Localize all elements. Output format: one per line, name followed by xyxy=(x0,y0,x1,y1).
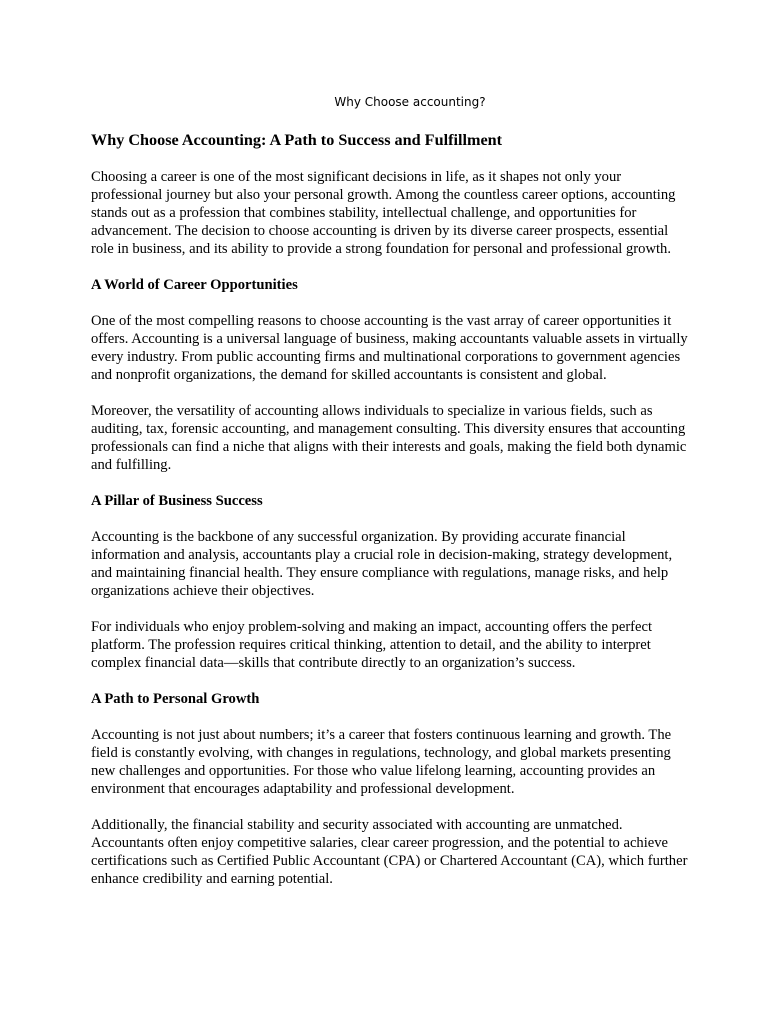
paragraph: For individuals who enjoy problem-solving and making an impact, accounting offers the perfect platform. The profession requires critical thinking, attention to detail, and the ability to interpret complex financial data—skills that contribute directly to an organization’s success. xyxy=(91,619,653,671)
paragraph: Additionally, the financial stability and security associated with accounting are unmatched. Accountants often enjoy competitive salaries, clear career progression, and the potential to achieve certifications such as Certified Public Accountant (CPA) or Chartered Accountant (CA), which further enhance credibility and earning potential. xyxy=(91,817,688,887)
paragraph: Accounting is not just about numbers; it’s a career that fosters continuous learning and growth. The field is constantly evolving, with changes in regulations, technology, and global markets presenting new challenges and opportunities. For those who value lifelong learning, accounting provides an environment that encourages adaptability and professional development. xyxy=(91,727,672,797)
section-heading-business-success: A Pillar of Business Success xyxy=(91,493,263,509)
paragraph: Accounting is the backbone of any successful organization. By providing accurate financial information and analysis, accountants play a crucial role in decision-making, strategy development, and maintaining financial health. They ensure compliance with regulations, manage risks, and help organizations achieve their objectives. xyxy=(91,529,673,599)
section-heading-career-opportunities: A World of Career Opportunities xyxy=(91,277,298,293)
running-header: Why Choose accounting? xyxy=(334,95,486,109)
document-body xyxy=(91,130,691,906)
intro-paragraph: Choosing a career is one of the most significant decisions in life, as it shapes not only your professional journey but also your personal growth. Among the countless career options, accounting stands out as a profession that combines stability, intellectual challenge, and opportunities for advancement. The decision to choose accounting is driven by its diverse career prospects, essential role in business, and its ability to provide a strong foundation for personal and professional growth. xyxy=(91,169,676,257)
document-title: Why Choose Accounting: A Path to Success and Fulfillment xyxy=(91,131,503,149)
paragraph: Moreover, the versatility of accounting allows individuals to specialize in various fields, such as auditing, tax, forensic accounting, and management consulting. This diversity ensures that accounting professionals can find a niche that aligns with their interests and goals, making the field both dynamic and fulfilling. xyxy=(91,403,687,473)
section-heading-personal-growth: A Path to Personal Growth xyxy=(91,691,260,707)
paragraph: One of the most compelling reasons to choose accounting is the vast array of career opportunities it offers. Accounting is a universal language of business, making accountants valuable assets in virtually every industry. From public accounting firms and multinational corporations to government agencies and nonprofit organizations, the demand for skilled accountants is consistent and global. xyxy=(91,313,688,383)
